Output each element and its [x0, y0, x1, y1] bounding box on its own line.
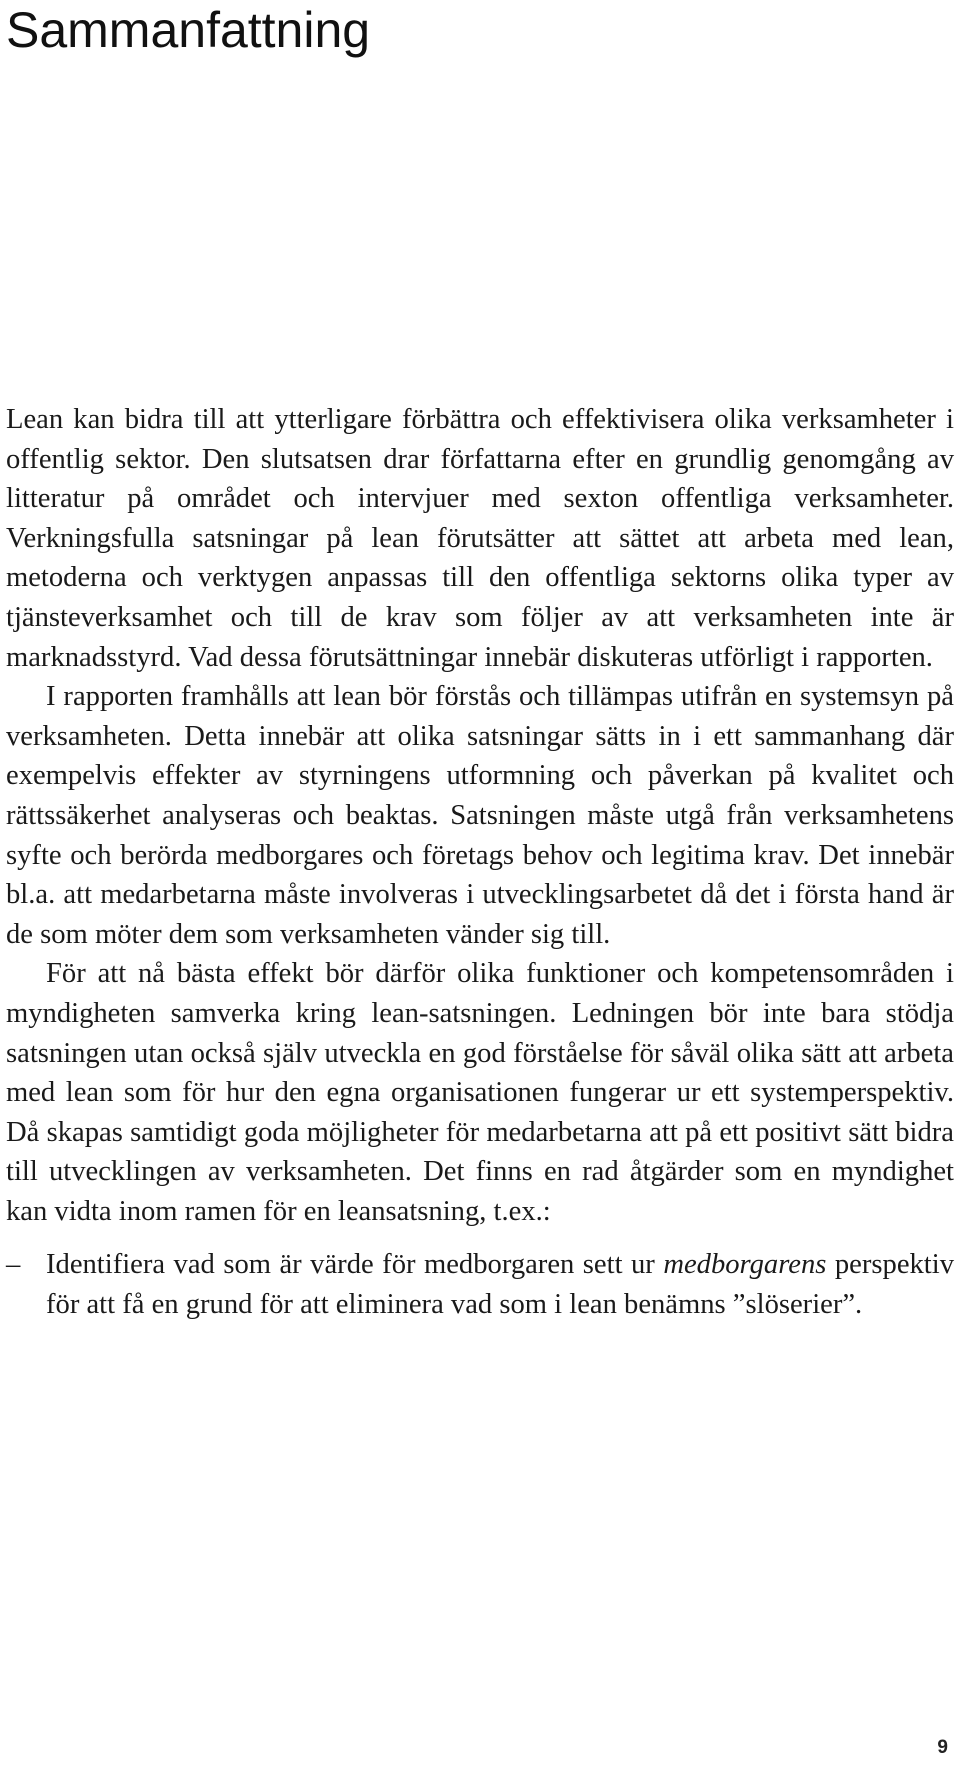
paragraph-intro: Lean kan bidra till att ytterligare förbättra och effektivisera olika verksamheter i offentlig sektor. Den slutsatsen drar författarna efter en grundlig genomgång av litteratur på området och intervjuer med sexton offentliga verksamheter. Verkningsfulla satsningar på lean förutsätter att sättet att arbeta med lean, metoderna och verktygen anpassas till den offentliga sektorns olika typer av tjänsteverksamhet och till de krav som följer av att verksamheten inte är marknadsstyrd. Vad dessa förutsättningar innebär diskuteras utförligt i rapporten. — [6, 404, 954, 673]
page-title: Sammanfattning — [6, 2, 371, 58]
list-item-emphasis: medborgarens — [663, 1249, 827, 1281]
list-dash: – — [6, 1249, 21, 1281]
list-item-text-end: perspektiv för att få en grund för att eliminera vad som i lean benämns ”slöserier”. — [46, 1249, 954, 1321]
page-number: 9 — [937, 1737, 948, 1758]
paragraph-effekt: För att nå bästa effekt bör därför olika funktioner och kompetensområden i myndigheten samverka kring lean-satsningen. Ledningen bör inte bara stödja satsningen utan också själv utveckla en god förståelse för såväl olika sätt att arbeta med lean som för hur den egna organisationen fungerar ur ett systemperspektiv. Då skapas samtidigt goda möjligheter för medarbetarna att på ett positivt sätt bidra till utvecklingen av verksamheten. Det finns en rad åtgärder som en myndighet kan vidta inom ramen för en leansatsning, t.ex.: — [6, 958, 954, 1227]
paragraph-systemsyn: I rapporten framhålls att lean bör förstås och tillämpas utifrån en systemsyn på verksamheten. Detta innebär att olika satsningar sätts in i ett sammanhang där exempelvis effekter av styrningens utformning och påverkan på kvalitet och rättssäkerhet analyseras och beaktas. Satsningen måste utgå från verksamhetens syfte och berörda medborgares och företags behov och legitima krav. Det innebär bl.a. att medarbetarna måste involveras i utvecklingsarbetet då det i första hand är de som möter dem som verksamheten vänder sig till. — [6, 681, 954, 950]
list-item-text-start: Identifiera vad som är värde för medborgaren sett ur — [46, 1249, 664, 1281]
list-item — [6, 1245, 954, 1324]
measures-list — [6, 1245, 954, 1324]
summary-body — [6, 400, 954, 1325]
